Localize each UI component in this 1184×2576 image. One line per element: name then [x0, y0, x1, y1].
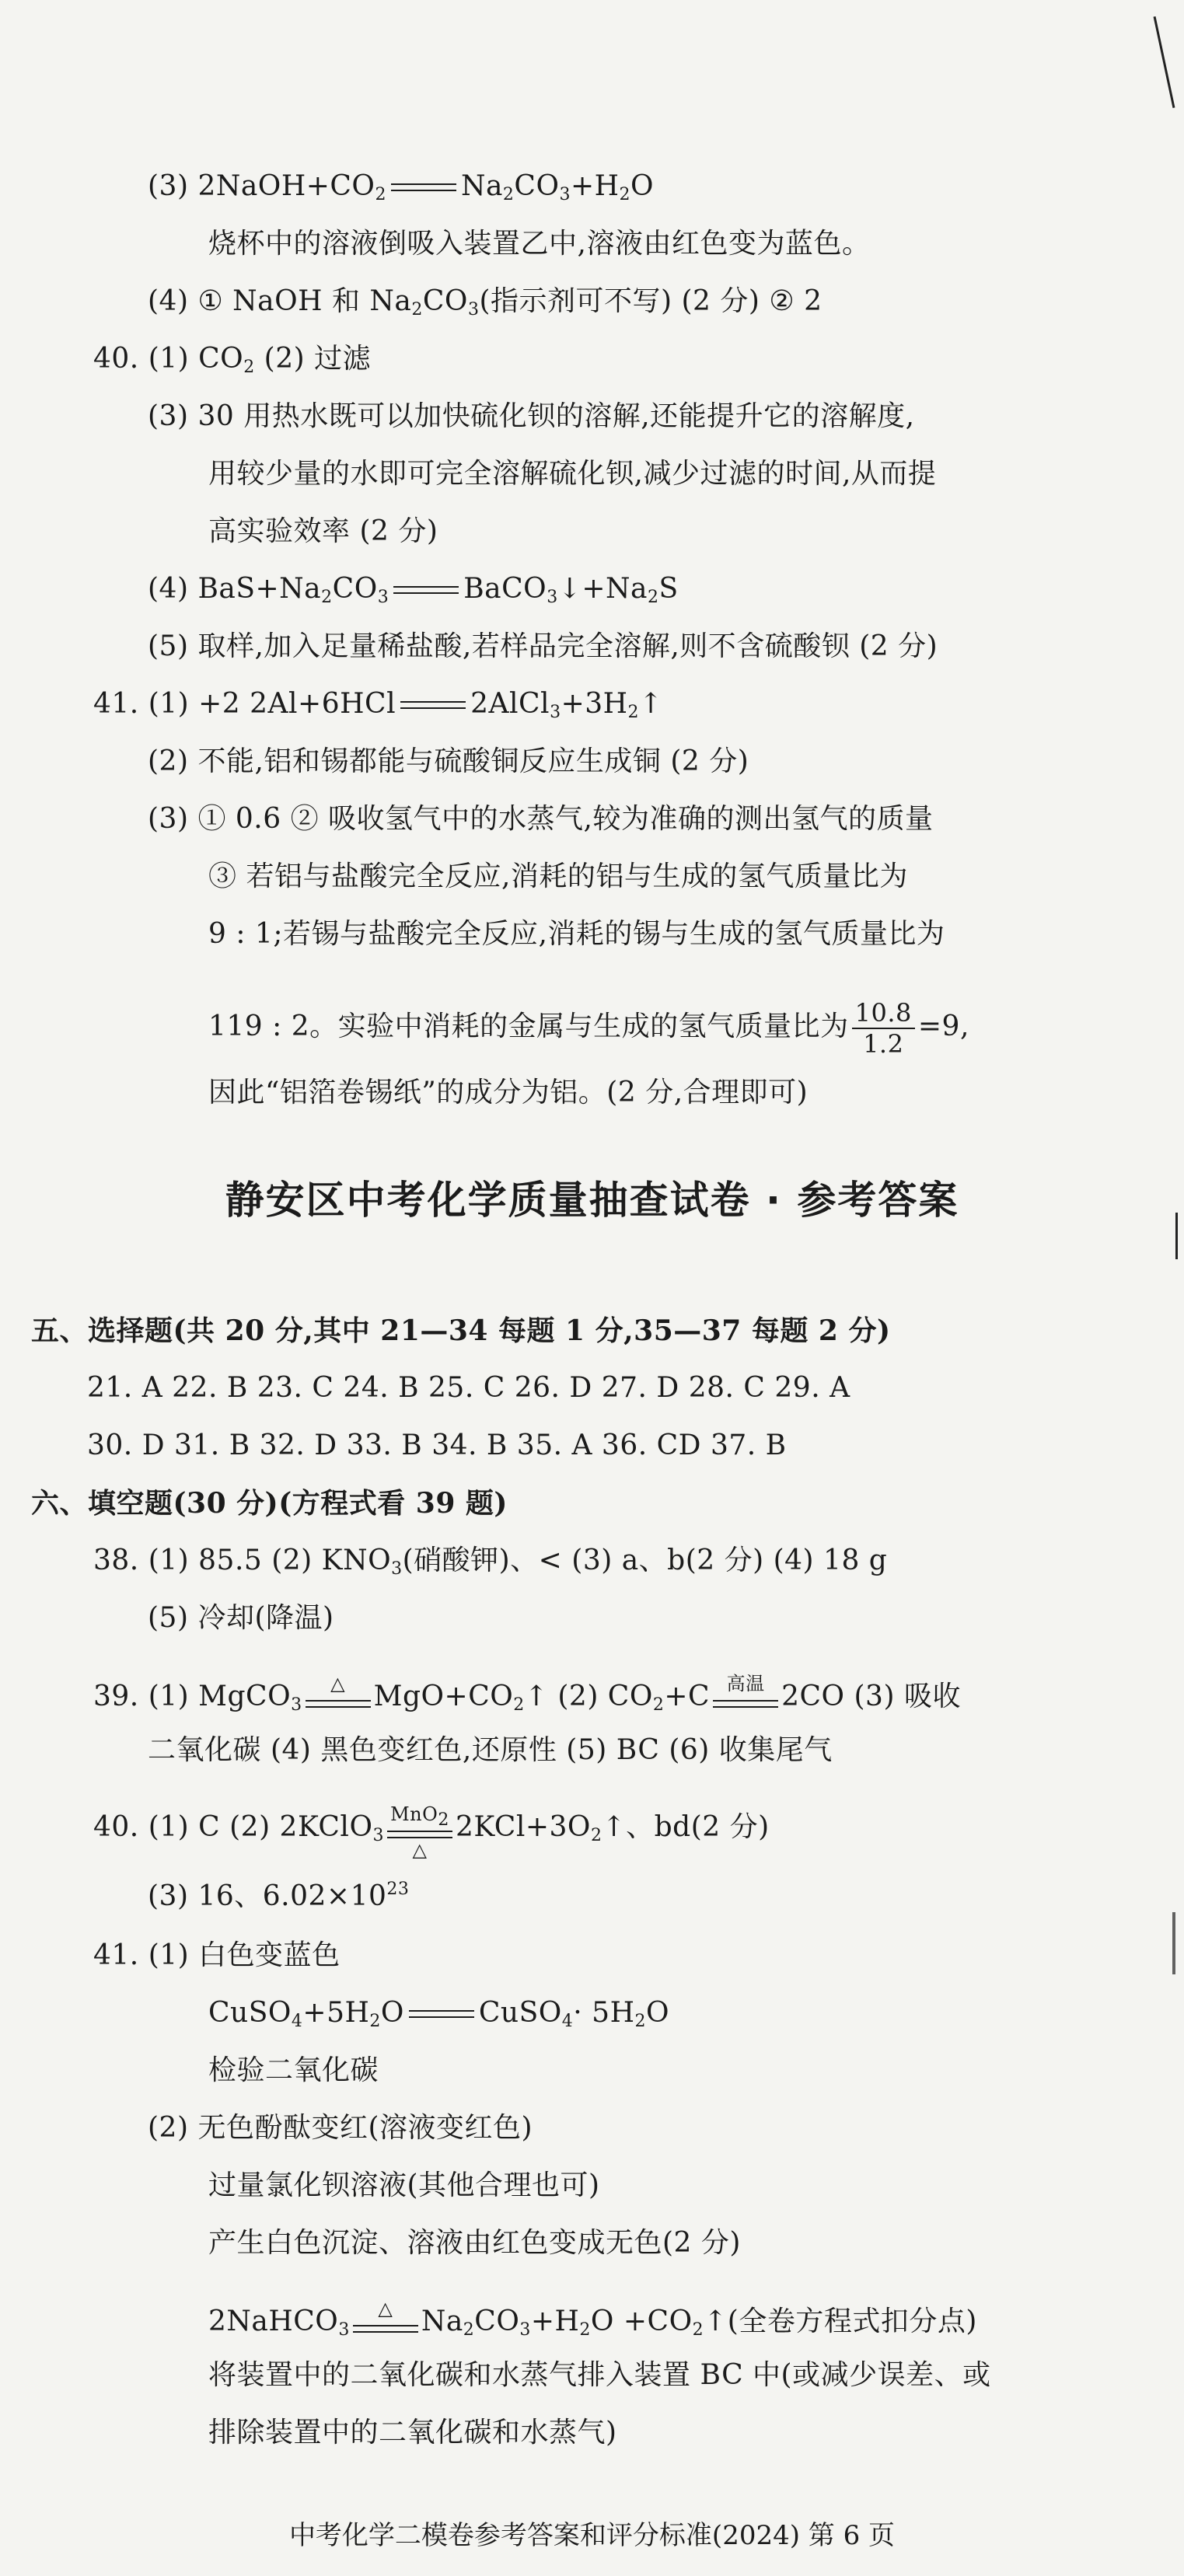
answer-40-3-line1: (3) 30 用热水既可以加快硫化钡的溶解,还能提升它的溶解度,	[148, 400, 915, 432]
answer-39-line2: 二氧化碳 (4) 黑色变红色,还原性 (5) BC (6) 收集尾气	[148, 1734, 833, 1766]
fraction: $\frac{10.8}{1.2}$	[852, 998, 915, 1059]
answer-41-1: 41. (1) +2 2Al+6HCl $2AlCl_3+3H_2↑$	[93, 688, 663, 722]
equals-sign	[393, 579, 459, 602]
section-title: 静安区中考化学质量抽查试卷 · 参考答案	[225, 1178, 959, 1223]
equals-sign	[391, 176, 456, 200]
answer-41-1-purpose: 检验二氧化碳	[208, 2054, 379, 2086]
choice-answers-row1: 21. A 22. B 23. C 24. B 25. C 26. D 27. D 28. C 29. A	[87, 1372, 850, 1404]
section-6-heading: 六、填空题(30 分)(方程式看 39 题)	[31, 1487, 508, 1520]
answer-40-1-2: 40. (1) $CO_2$ (2) 过滤	[93, 343, 372, 377]
high-temp-condition: 高温	[713, 1671, 778, 1726]
answer-41-2-line5: 将装置中的二氧化碳和水蒸气排入装置 BC 中(或减少误差、或	[208, 2359, 991, 2391]
choice-answers-row2: 30. D 31. B 32. D 33. B 34. B 35. A 36. CD 37. B	[87, 1429, 787, 1461]
catalyst-condition: MnO$_2$ △	[387, 1802, 452, 1856]
answer-41-2-line6: 排除装置中的二氧化碳和水蒸气)	[208, 2417, 617, 2449]
equals-sign	[409, 2003, 474, 2026]
answer-40-5: (5) 取样,加入足量稀盐酸,若样品完全溶解,则不含硫酸钡 (2 分)	[148, 630, 938, 662]
answer-39-4: (4) ① NaOH 和 $Na_2CO_3$(指示剂可不写) (2 分) ② 2	[148, 285, 823, 319]
answer-41-3-line1: (3) ① 0.6 ② 吸收氢气中的水蒸气,较为准确的测出氢气的质量	[148, 803, 934, 835]
answer-38-line1: 38. (1) 85.5 (2) $KNO_3$(硝酸钾)、< (3) a、b(2 分) (4) 18 g	[93, 1545, 888, 1579]
scan-mark	[1175, 1213, 1178, 1259]
scan-mark	[1154, 16, 1175, 108]
answer-41-2-line2: 过量氯化钡溶液(其他合理也可)	[208, 2169, 600, 2201]
answer-38-line2: (5) 冷却(降温)	[148, 1602, 334, 1634]
scan-mark	[1172, 1912, 1175, 1974]
answer-41-1-label: 41. (1) 白色变蓝色	[93, 1939, 341, 1971]
answer-41-3-line3: 9 : 1;若锡与盐酸完全反应,消耗的锡与生成的氢气质量比为	[208, 918, 945, 950]
answer-40-3-line2: 用较少量的水即可完全溶解硫化钡,减少过滤的时间,从而提	[208, 458, 937, 490]
answer-41-3-line2: ③ 若铝与盐酸完全反应,消耗的铝与生成的氢气质量比为	[208, 860, 908, 892]
answer-41-2-line3: 产生白色沉淀、溶液由红色变成无色(2 分)	[208, 2227, 741, 2259]
answer-41-2-line1: (2) 无色酚酞变红(溶液变红色)	[148, 2112, 533, 2144]
answer-39-3-equation: (3) $2NaOH+CO_2$ $Na_2CO_3+H_2O$	[148, 170, 655, 204]
answer-40-line1: 40. (1) C (2) 2KClO$_3$ MnO$_2$ △ $2KCl+3O_2↑$、bd(2 分)	[93, 1803, 770, 1861]
heat-condition: △	[306, 1671, 371, 1726]
section-5-heading: 五、选择题(共 20 分,其中 21—34 每题 1 分,35—37 每题 2 分)	[31, 1314, 891, 1347]
answer-41-3-line4: 119 : 2。实验中消耗的金属与生成的氢气质量比为 $\frac{10.8}{1.2}$ =9,	[208, 998, 969, 1059]
equals-sign	[400, 694, 466, 717]
answer-39-line1: 39. (1) MgCO$_3$ △ $MgO+CO_2↑$ (2) $CO_2+C$ 高温 2CO (3) 吸收	[93, 1670, 961, 1724]
answer-41-3-line5: 因此“铝箔卷锡纸”的成分为铝。(2 分,合理即可)	[208, 1077, 809, 1108]
answer-39-3-text: 烧杯中的溶液倒吸入装置乙中,溶液由红色变为蓝色。	[208, 228, 871, 260]
heat-condition: △	[353, 2296, 418, 2351]
answer-40-line2: (3) 16、$6.02\times 10^{23}$	[148, 1880, 410, 1912]
answer-41-1-equation: $CuSO_4+5H_2O$ CuSO$_4$· $5H_2O$	[208, 1997, 669, 2031]
answer-40-3-line3: 高实验效率 (2 分)	[208, 515, 438, 547]
answer-41-2: (2) 不能,铝和锡都能与硫酸铜反应生成铜 (2 分)	[148, 745, 749, 777]
answer-40-4-equation: (4) $BaS+Na_2CO_3$ $BaCO_3↓+Na_2S$	[148, 573, 679, 607]
answer-41-2-equation: 2NaHCO$_3$ △ $Na_2CO_3+H_2O$ $+CO_2↑$(全卷方程式扣分点)	[208, 2295, 977, 2349]
page-footer: 中考化学二模卷参考答案和评分标准(2024) 第 6 页	[288, 2520, 896, 2551]
